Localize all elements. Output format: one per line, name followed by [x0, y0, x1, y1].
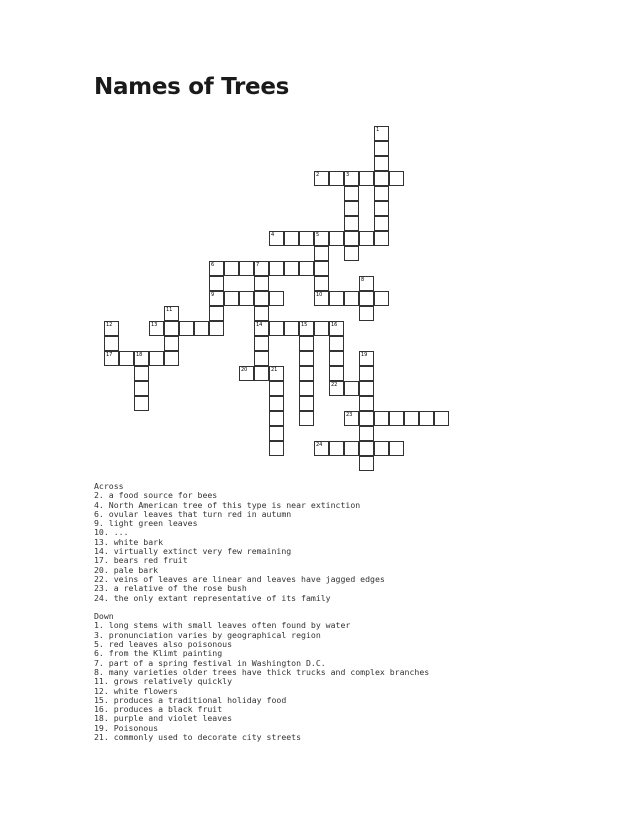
crossword-cell[interactable]: [209, 321, 224, 336]
crossword-cell[interactable]: [344, 171, 359, 186]
across-clue: 24. the only extant representative of its family: [94, 592, 331, 603]
crossword-cell[interactable]: [314, 321, 329, 336]
crossword-cell[interactable]: [374, 141, 389, 156]
crossword-cell[interactable]: [314, 276, 329, 291]
crossword-cell[interactable]: [359, 411, 374, 426]
clue-number: 16: [331, 322, 338, 328]
down-clue: 18. purple and violet leaves: [94, 713, 233, 724]
crossword-cell[interactable]: [164, 306, 179, 321]
crossword-cell[interactable]: [434, 411, 449, 426]
down-clue: 16. produces a black fruit: [94, 704, 223, 715]
crossword-cell[interactable]: [344, 216, 359, 231]
crossword-cell[interactable]: [254, 336, 269, 351]
crossword-cell[interactable]: [119, 351, 134, 366]
crossword-cell[interactable]: [359, 306, 374, 321]
crossword-cell[interactable]: [374, 291, 389, 306]
crossword-cell[interactable]: [389, 411, 404, 426]
crossword-cell[interactable]: [329, 381, 344, 396]
crossword-cell[interactable]: [134, 396, 149, 411]
crossword-cell[interactable]: [134, 351, 149, 366]
crossword-cell[interactable]: [314, 171, 329, 186]
crossword-cell[interactable]: [299, 381, 314, 396]
crossword-cell[interactable]: [269, 411, 284, 426]
crossword-cell[interactable]: [269, 396, 284, 411]
crossword-cell[interactable]: [269, 321, 284, 336]
crossword-cell[interactable]: [269, 441, 284, 456]
crossword-cell[interactable]: [374, 411, 389, 426]
clue-number: 18: [136, 352, 143, 358]
crossword-cell[interactable]: [164, 336, 179, 351]
crossword-cell[interactable]: [299, 411, 314, 426]
across-clue: 13. white bark: [94, 536, 164, 547]
clue-number: 17: [106, 352, 113, 358]
down-clue: 6. from the Klimt painting: [94, 648, 223, 659]
down-clue: 5. red leaves also poisonous: [94, 639, 233, 650]
crossword-cell[interactable]: [269, 366, 284, 381]
across-clue: 4. North American tree of this type is near extinction: [94, 499, 361, 510]
down-clue: 11. grows relatively quickly: [94, 676, 233, 687]
crossword-cell[interactable]: [344, 381, 359, 396]
clue-number: 21: [271, 367, 278, 373]
across-clue: 20. pale bark: [94, 564, 159, 575]
clue-number: 4: [271, 232, 275, 238]
crossword-cell[interactable]: [419, 411, 434, 426]
down-clue: 19. Poisonous: [94, 722, 159, 733]
crossword-cell[interactable]: [359, 291, 374, 306]
crossword-cell[interactable]: [359, 171, 374, 186]
clue-number: 3: [346, 172, 350, 178]
crossword-cell[interactable]: [134, 366, 149, 381]
crossword-cell[interactable]: [359, 441, 374, 456]
crossword-cell[interactable]: [254, 276, 269, 291]
crossword-cell[interactable]: [239, 366, 254, 381]
crossword-cell[interactable]: [359, 276, 374, 291]
across-clue: 23. a relative of the rose bush: [94, 583, 247, 594]
crossword-cell[interactable]: [299, 351, 314, 366]
clue-number: 2: [316, 172, 320, 178]
crossword-cell[interactable]: [344, 186, 359, 201]
crossword-cell[interactable]: [254, 306, 269, 321]
crossword-cell[interactable]: [179, 321, 194, 336]
crossword-cell[interactable]: [329, 171, 344, 186]
crossword-cell[interactable]: [104, 351, 119, 366]
crossword-cell[interactable]: [389, 171, 404, 186]
clue-number: 6: [211, 262, 215, 268]
crossword-cell[interactable]: [374, 186, 389, 201]
clue-number: 1: [376, 127, 380, 133]
crossword-cell[interactable]: [374, 156, 389, 171]
crossword-cell[interactable]: [344, 246, 359, 261]
crossword-cell[interactable]: [224, 261, 239, 276]
crossword-cell[interactable]: [299, 396, 314, 411]
crossword-cell[interactable]: [329, 291, 344, 306]
crossword-cell[interactable]: [254, 351, 269, 366]
down-clue: 15. produces a traditional holiday food: [94, 694, 287, 705]
down-clue: 21. commonly used to decorate city streets: [94, 732, 302, 743]
crossword-cell[interactable]: [389, 441, 404, 456]
clue-number: 22: [331, 382, 338, 388]
crossword-cell[interactable]: [329, 366, 344, 381]
clue-number: 9: [211, 292, 215, 298]
down-clue: 8. many varieties older trees have thick trucks and complex branches: [94, 666, 430, 677]
crossword-cell[interactable]: [224, 291, 239, 306]
crossword-cell[interactable]: [134, 381, 149, 396]
crossword-cell[interactable]: [194, 321, 209, 336]
crossword-cell[interactable]: [344, 291, 359, 306]
crossword-cell[interactable]: [284, 321, 299, 336]
crossword-cell[interactable]: [104, 336, 119, 351]
crossword-cell[interactable]: [374, 441, 389, 456]
across-heading: Across: [94, 481, 124, 491]
across-clue-list: [94, 491, 614, 603]
crossword-cell[interactable]: [344, 441, 359, 456]
crossword-cell[interactable]: [374, 201, 389, 216]
clue-number: 19: [361, 352, 368, 358]
crossword-cell[interactable]: [284, 261, 299, 276]
down-clue: 3. pronunciation varies by geographical region: [94, 629, 321, 640]
clue-number: 20: [241, 367, 248, 373]
crossword-cell[interactable]: [104, 321, 119, 336]
clue-number: 12: [106, 322, 113, 328]
crossword-cell[interactable]: [404, 411, 419, 426]
crossword-cell[interactable]: [374, 126, 389, 141]
crossword-cell[interactable]: [329, 231, 344, 246]
down-clue: 1. long stems with small leaves often found by water: [94, 620, 351, 631]
crossword-cell[interactable]: [359, 366, 374, 381]
crossword-cell[interactable]: [374, 231, 389, 246]
crossword-cell[interactable]: [329, 351, 344, 366]
clue-number: 5: [316, 232, 320, 238]
across-clue: 6. ovular leaves that turn red in autumn: [94, 508, 292, 519]
crossword-cell[interactable]: [344, 231, 359, 246]
page-title: Names of Trees: [94, 74, 290, 100]
crossword-cell[interactable]: [209, 276, 224, 291]
crossword-cell[interactable]: [149, 321, 164, 336]
crossword-cell[interactable]: [269, 261, 284, 276]
crossword-cell[interactable]: [164, 321, 179, 336]
crossword-cell[interactable]: [254, 366, 269, 381]
crossword-cell[interactable]: [269, 291, 284, 306]
crossword-cell[interactable]: [269, 381, 284, 396]
crossword-cell[interactable]: [254, 291, 269, 306]
clue-number: 15: [301, 322, 308, 328]
crossword-cell[interactable]: [359, 231, 374, 246]
crossword-cell[interactable]: [254, 261, 269, 276]
clue-number: 24: [316, 442, 323, 448]
crossword-cell[interactable]: [299, 261, 314, 276]
crossword-cell[interactable]: [344, 411, 359, 426]
across-clue: 9. light green leaves: [94, 518, 198, 529]
crossword-cell[interactable]: [359, 396, 374, 411]
crossword-cell[interactable]: [344, 201, 359, 216]
across-clue: 17. bears red fruit: [94, 555, 188, 566]
clue-number: 11: [166, 307, 173, 313]
down-clue-list: [94, 621, 614, 742]
crossword-cell[interactable]: [299, 366, 314, 381]
clue-number: 23: [346, 412, 353, 418]
crossword-cell[interactable]: [314, 231, 329, 246]
across-clue: 2. a food source for bees: [94, 490, 218, 501]
crossword-cell[interactable]: [149, 351, 164, 366]
crossword-cell[interactable]: [329, 336, 344, 351]
crossword-cell[interactable]: [359, 351, 374, 366]
clue-number: 14: [256, 322, 263, 328]
crossword-cell[interactable]: [164, 351, 179, 366]
across-clue: 22. veins of leaves are linear and leaves have jagged edges: [94, 573, 385, 584]
crossword-cell[interactable]: [329, 441, 344, 456]
clue-number: 13: [151, 322, 158, 328]
crossword-cell[interactable]: [359, 456, 374, 471]
crossword-cell[interactable]: [374, 171, 389, 186]
crossword-cell[interactable]: [254, 321, 269, 336]
crossword-cell[interactable]: [209, 291, 224, 306]
down-clue: 12. white flowers: [94, 685, 178, 696]
down-clue: 7. part of a spring festival in Washington D.C.: [94, 657, 326, 668]
crossword-cell[interactable]: [374, 216, 389, 231]
crossword-cell[interactable]: [314, 261, 329, 276]
across-clue: 10. ...: [94, 527, 129, 538]
crossword-cell[interactable]: [359, 381, 374, 396]
crossword-cell[interactable]: [314, 291, 329, 306]
down-heading: Down: [94, 611, 114, 622]
clue-number: 7: [256, 262, 260, 268]
crossword-cell[interactable]: [299, 231, 314, 246]
crossword-cell[interactable]: [299, 321, 314, 336]
clue-number: 10: [316, 292, 323, 298]
crossword-cell[interactable]: [209, 306, 224, 321]
crossword-cell[interactable]: [314, 246, 329, 261]
across-clue: 14. virtually extinct very few remaining: [94, 546, 292, 557]
clues-section: [94, 482, 614, 742]
crossword-cell[interactable]: [239, 291, 254, 306]
crossword-cell[interactable]: [314, 441, 329, 456]
crossword-cell[interactable]: [359, 426, 374, 441]
crossword-cell[interactable]: [209, 261, 224, 276]
clue-number: 8: [361, 277, 365, 283]
crossword-cell[interactable]: [284, 231, 299, 246]
crossword-cell[interactable]: [269, 231, 284, 246]
crossword-cell[interactable]: [299, 336, 314, 351]
crossword-cell[interactable]: [239, 261, 254, 276]
crossword-cell[interactable]: [269, 426, 284, 441]
crossword-cell[interactable]: [329, 321, 344, 336]
